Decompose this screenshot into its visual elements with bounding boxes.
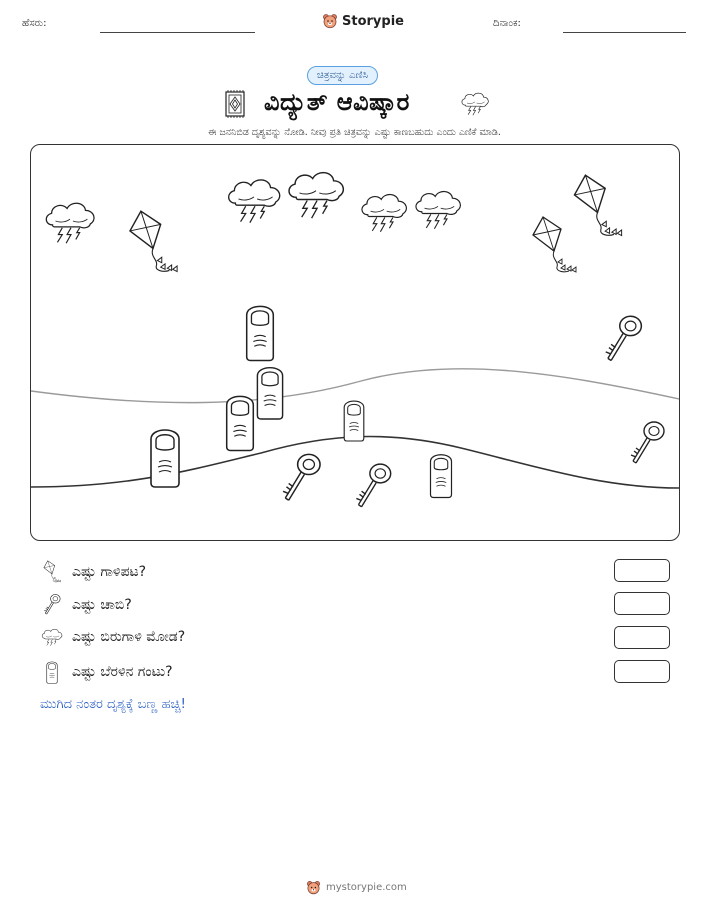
storm-cloud [289, 173, 343, 219]
bear-logo-icon [306, 880, 321, 895]
key [356, 464, 390, 507]
storm-cloud-title-icon [459, 90, 491, 117]
key [631, 422, 664, 463]
bear-logo-icon [322, 13, 338, 29]
storm-cloud [229, 180, 280, 223]
storm-cloud [46, 203, 94, 243]
kite [574, 175, 621, 235]
brand-name: Storypie [342, 13, 404, 29]
storm-cloud [362, 195, 406, 232]
key [283, 454, 320, 500]
key [606, 316, 642, 360]
question-row-kite [40, 560, 146, 584]
instructions: ಈ ಜನನಿಬಿಡ ದೃಶ್ಯವನ್ನು ನೋಡಿ. ನೀವು ಪ್ರತಿ ಚಿತ್ರವನ್ನು ಎಷ್ಟು ಕಾಣಬಹುದು ಎಂದು ಎಣಿಕೆ ಮಾಡಿ. [208, 127, 501, 138]
answer-box-key[interactable] [614, 592, 670, 615]
thumb [227, 396, 254, 450]
thumb [247, 306, 274, 360]
thumb [151, 430, 179, 487]
answer-box-thumb[interactable] [614, 660, 670, 683]
coloring-note: ಮುಗಿದ ನಂತರ ದೃಶ್ಯಕ್ಕೆ ಬಣ್ಣ ಹಚ್ಚಿ! [40, 697, 186, 712]
name-field[interactable] [100, 32, 255, 33]
page-title: ವಿದ್ಯುತ್ ಆವಿಷ್ಕಾರ [264, 88, 410, 116]
front-hill-line [31, 437, 679, 488]
storm-cloud [416, 192, 460, 229]
counting-scene [30, 144, 680, 541]
kite-icon [40, 560, 64, 584]
date-field[interactable] [563, 32, 686, 33]
storm-cloud-icon [40, 626, 64, 648]
back-hill-line [31, 369, 679, 403]
kite [533, 217, 576, 272]
thumb-icon [40, 660, 64, 684]
answer-box-cloud[interactable] [614, 626, 670, 649]
thumb [344, 401, 364, 441]
kite [130, 211, 177, 271]
rug-icon [223, 89, 247, 119]
brand-logo [322, 13, 404, 29]
name-label: ಹೆಸರು: [22, 18, 47, 29]
activity-tag: ಚಿತ್ರವನ್ನು ಎಣಿಸಿ [307, 66, 378, 85]
question-text: ಎಷ್ಟು ಗಾಳಿಪಟ? [72, 564, 147, 580]
scene-art [31, 145, 679, 540]
footer-site[interactable]: mystorypie.com [326, 882, 407, 893]
question-text: ಎಷ್ಟು ಬೆರಳಿನ ಗಂಟು? [72, 664, 173, 680]
answer-box-kite[interactable] [614, 559, 670, 582]
thumb [431, 455, 452, 498]
question-row-thumb [40, 660, 173, 684]
date-label: ದಿನಾಂಕ: [493, 18, 521, 29]
question-row-cloud [40, 626, 185, 648]
question-text: ಎಷ್ಟು ಚಾಬಿ? [72, 597, 132, 613]
question-row-key [40, 593, 132, 617]
key-icon [40, 593, 64, 617]
question-text: ಎಷ್ಟು ಬಿರುಗಾಳಿ ಮೋಡ? [72, 629, 186, 645]
footer [306, 880, 407, 895]
thumb [257, 368, 282, 419]
